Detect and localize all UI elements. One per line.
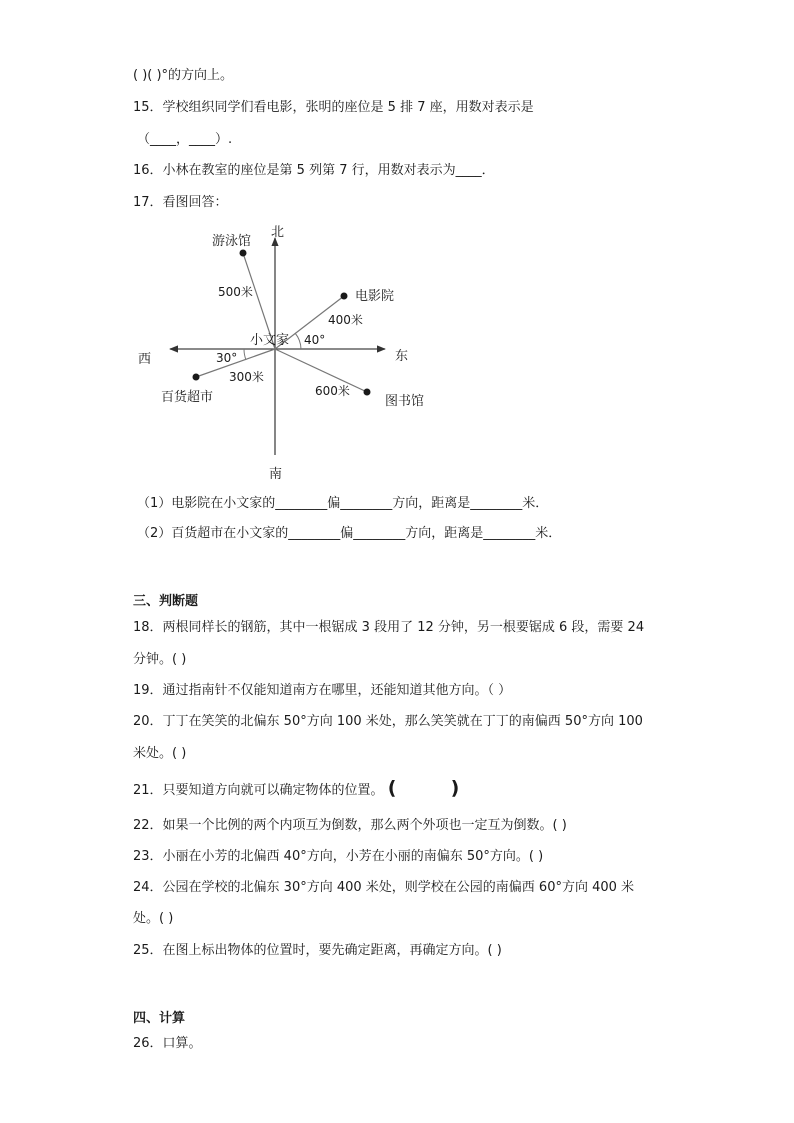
angle-arc-market bbox=[244, 349, 246, 360]
question-20: 20．丁丁在笑笑的北偏东 50°方向 100 米处，那么笑笑就在丁丁的南偏西 50°方向 100 bbox=[133, 714, 643, 729]
label-north: 北 bbox=[271, 225, 285, 240]
label-library: 图书馆 bbox=[385, 394, 425, 409]
point-cinema bbox=[341, 293, 348, 300]
label-east: 东 bbox=[395, 349, 409, 364]
label-market: 百货超市 bbox=[161, 390, 214, 405]
question-25: 25．在图上标出物体的位置时，要先确定距离，再确定方向。( ) bbox=[133, 943, 502, 958]
line-q14-end: ( )( )°的方向上。 bbox=[133, 68, 234, 83]
question-17-part-1: （1）电影院在小文家的________偏________方向，距离是________米． bbox=[137, 496, 549, 511]
distance-cinema: 400米 bbox=[328, 313, 363, 327]
distance-market: 300米 bbox=[229, 370, 264, 384]
distance-library: 600米 bbox=[315, 384, 350, 398]
question-21-text: 21．只要知道方向就可以确定物体的位置。 bbox=[133, 783, 384, 798]
question-22: 22．如果一个比例的两个内项互为倒数，那么两个外项也一定互为倒数。( ) bbox=[133, 818, 567, 833]
question-18: 18．两根同样长的钢筋，其中一根锯成 3 段用了 12 分钟，另一根要锯成 6 段，需要 24 bbox=[133, 620, 645, 635]
label-west: 西 bbox=[138, 352, 152, 367]
question-21 bbox=[133, 779, 459, 800]
question-17-part-2: （2）百货超市在小文家的________偏________方向，距离是________米． bbox=[137, 526, 562, 541]
question-21-close-paren: ) bbox=[450, 777, 460, 799]
question-18-cont: 分钟。( ) bbox=[133, 652, 187, 667]
question-26: 26．口算。 bbox=[133, 1036, 202, 1051]
point-market bbox=[193, 374, 200, 381]
point-library bbox=[364, 389, 371, 396]
angle-arc-cinema bbox=[295, 333, 301, 349]
question-16: 16．小林在教室的座位是第 5 列第 7 行，用数对表示为____． bbox=[133, 163, 495, 178]
question-21-open-paren: ( bbox=[387, 777, 397, 799]
section-3-heading: 三、判断题 bbox=[133, 594, 199, 609]
question-24-cont: 处。( ) bbox=[133, 911, 174, 926]
question-17: 17．看图回答： bbox=[133, 195, 228, 210]
section-4-heading: 四、计算 bbox=[133, 1011, 186, 1026]
question-19: 19．通过指南针不仅能知道南方在哪里，还能知道其他方向。（ ） bbox=[133, 683, 512, 698]
point-pool bbox=[240, 250, 247, 257]
angle-label-market: 30° bbox=[216, 351, 238, 365]
angle-label-cinema: 40° bbox=[304, 333, 326, 347]
label-south: 南 bbox=[269, 467, 283, 482]
label-center: 小文家 bbox=[250, 333, 290, 348]
label-cinema: 电影院 bbox=[355, 289, 395, 304]
question-15-answer: （____，____）. bbox=[137, 132, 233, 147]
distance-pool: 500米 bbox=[218, 285, 253, 299]
question-24: 24．公园在学校的北偏东 30°方向 400 米处，则学校在公园的南偏西 60°方向 400 米 bbox=[133, 880, 635, 895]
question-23: 23．小丽在小芳的北偏西 40°方向，小芳在小丽的南偏东 50°方向。( ) bbox=[133, 849, 544, 864]
question-20-cont: 米处。( ) bbox=[133, 746, 187, 761]
question-15: 15．学校组织同学们看电影，张明的座位是 5 排 7 座，用数对表示是 bbox=[133, 100, 534, 115]
label-pool: 游泳馆 bbox=[212, 234, 252, 249]
